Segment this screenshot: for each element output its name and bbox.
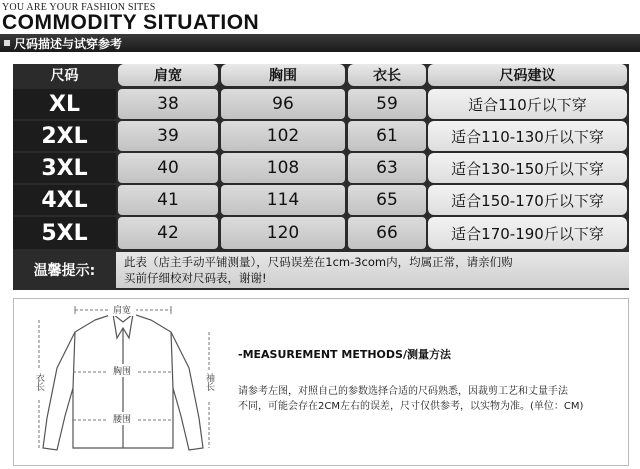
- size-cell: XL: [13, 89, 116, 119]
- col-header-chest: 胸围: [221, 64, 345, 86]
- chest-cell: 108: [221, 153, 345, 183]
- shoulder-label: 肩宽: [112, 306, 132, 316]
- col-header-size: 尺码: [13, 64, 116, 86]
- table-row: [13, 153, 629, 183]
- col-header-shoulder: 肩宽: [118, 64, 218, 86]
- advice-cell: 适合150-170斤以下穿: [428, 185, 627, 215]
- length-label: 衣长: [34, 373, 44, 391]
- chest-cell: 114: [221, 185, 345, 215]
- advice-cell: 适合130-150斤以下穿: [428, 153, 627, 183]
- table-row: [13, 121, 629, 151]
- size-cell: 2XL: [13, 121, 116, 151]
- table-header-row: [13, 64, 629, 86]
- waist-label: 腰围: [112, 415, 132, 425]
- shirt-outline-icon: [43, 314, 203, 450]
- page-title: COMMODITY SITUATION: [2, 11, 260, 34]
- shoulder-cell: 38: [118, 89, 218, 119]
- size-table: [13, 64, 629, 290]
- table-row: [13, 217, 629, 249]
- section-title: 尺码描述与试穿参考: [14, 37, 123, 51]
- col-header-advice: 尺码建议: [428, 64, 627, 86]
- length-cell: 66: [348, 217, 426, 249]
- tip-row: [13, 252, 629, 288]
- tip-label: 温馨提示:: [13, 252, 116, 288]
- chest-cell: 120: [221, 217, 345, 249]
- chest-cell: 102: [221, 121, 345, 151]
- tip-line-2: 买前仔细校对尺码表，谢谢!: [124, 271, 267, 285]
- method-line-2: 不同，可能会存在2CM左右的误差，尺寸仅供参考，以实物为准。(单位：CM): [238, 401, 584, 412]
- section-header-bar: [0, 34, 640, 52]
- shoulder-cell: 42: [118, 217, 218, 249]
- advice-cell: 适合110-130斤以下穿: [428, 121, 627, 151]
- shirt-diagram: [13, 298, 233, 466]
- measurement-methods-title: -MEASUREMENT METHODS/测量方法: [238, 348, 451, 361]
- square-bullet-icon: [4, 40, 10, 46]
- sleeve-label: 袖长: [204, 373, 214, 391]
- measurement-methods-text: [238, 384, 628, 414]
- size-cell: 4XL: [13, 185, 116, 215]
- advice-cell: 适合170-190斤以下穿: [428, 217, 627, 249]
- size-cell: 5XL: [13, 217, 116, 249]
- length-cell: 63: [348, 153, 426, 183]
- length-cell: 59: [348, 89, 426, 119]
- shoulder-cell: 41: [118, 185, 218, 215]
- col-header-length: 衣长: [348, 64, 426, 86]
- tip-line-1: 此表（店主手动平铺测量），尺码误差在1cm-3com内，均属正常，请亲们购: [124, 255, 513, 269]
- shoulder-cell: 39: [118, 121, 218, 151]
- method-line-1: 请参考左图，对照自己的参数选择合适的尺码熟悉，因裁剪工艺和丈量手法: [238, 386, 568, 397]
- shoulder-cell: 40: [118, 153, 218, 183]
- tagline: YOU ARE YOUR FASHION SITES: [2, 2, 156, 13]
- table-row: [13, 89, 629, 119]
- length-cell: 65: [348, 185, 426, 215]
- table-row: [13, 185, 629, 215]
- length-cell: 61: [348, 121, 426, 151]
- tip-text: [116, 252, 629, 288]
- chest-label: 胸围: [112, 367, 132, 377]
- size-cell: 3XL: [13, 153, 116, 183]
- chest-cell: 96: [221, 89, 345, 119]
- advice-cell: 适合110斤以下穿: [428, 89, 627, 119]
